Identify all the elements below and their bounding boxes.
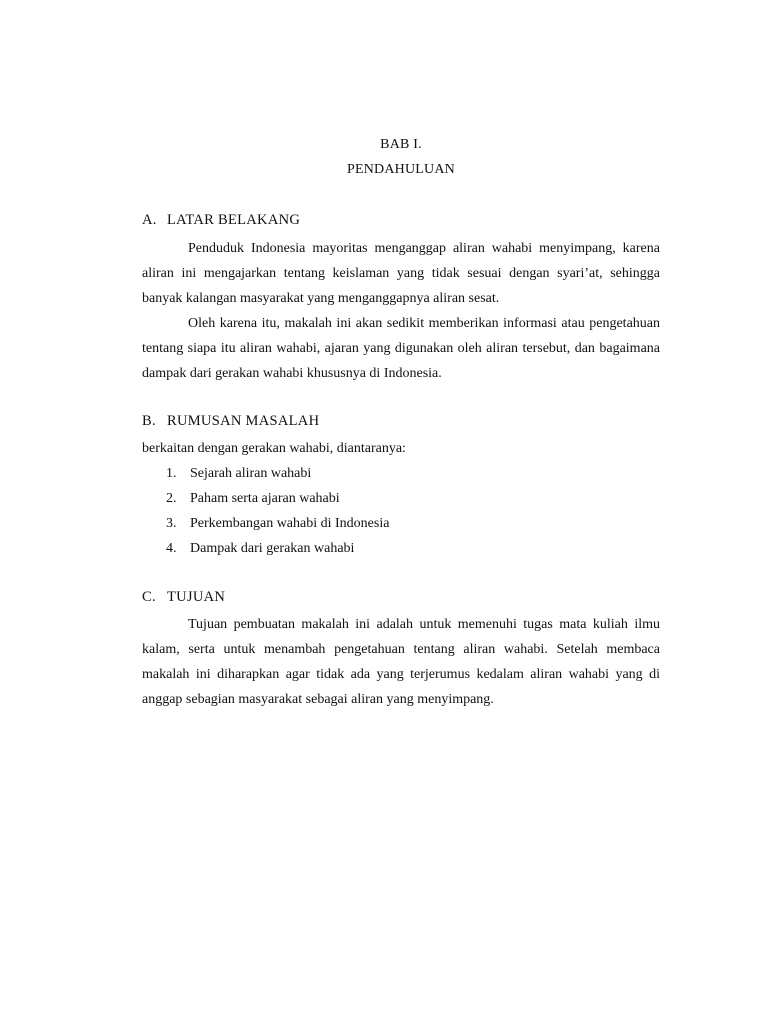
section-a-paragraph-1: Penduduk Indonesia mayoritas menganggap aliran wahabi menyimpang, karena aliran ini mengajarkan tentang keislaman yang tidak sesuai dengan syari’at, sehingga banyak kalangan masyarakat yang menganggapnya aliran sesat. (142, 241, 660, 306)
section-c-heading (142, 589, 225, 606)
section-c-letter: C. (142, 589, 156, 605)
list-item (142, 486, 660, 511)
list-item-text: Dampak dari gerakan wahabi (190, 541, 355, 556)
list-item-number: 3. (166, 516, 177, 531)
chapter-title: PENDAHULUAN (347, 162, 455, 177)
list-item-number: 4. (166, 541, 177, 556)
section-c-title: TUJUAN (167, 589, 226, 605)
section-b-heading (142, 413, 319, 430)
list-item (142, 511, 660, 536)
list-item-number: 2. (166, 491, 177, 506)
section-b-letter: B. (142, 413, 156, 429)
list-item-text: Paham serta ajaran wahabi (190, 491, 340, 506)
chapter-label: BAB I. (380, 137, 422, 152)
list-item (142, 536, 660, 561)
list-item-text: Perkembangan wahabi di Indonesia (190, 516, 390, 531)
list-item (142, 461, 660, 486)
section-b-title: RUMUSAN MASALAH (167, 413, 320, 429)
list-item-text: Sejarah aliran wahabi (190, 466, 312, 481)
section-a-paragraph-2: Oleh karena itu, makalah ini akan sedikit memberikan informasi atau pengetahuan tentang siapa itu aliran wahabi, ajaran yang digunakan oleh aliran tersebut, dan bagaimana dampak dari gerakan wahabi khususnya di Indonesia. (142, 316, 660, 381)
section-a-title: LATAR BELAKANG (167, 212, 301, 228)
section-a-letter: A. (142, 212, 157, 228)
section-c-paragraph-1: Tujuan pembuatan makalah ini adalah untuk memenuhi tugas mata kuliah ilmu kalam, serta untuk menambah pengetahuan tentang aliran wahabi. Setelah membaca makalah ini diharapkan agar tidak ada yang terjerumus kedalam aliran wahabi yang di anggap sebagian masyarakat sebagai aliran yang menyimpang. (142, 617, 660, 707)
list-item-number: 1. (166, 466, 177, 481)
section-a-heading (142, 212, 300, 229)
section-b-intro: berkaitan dengan gerakan wahabi, diantaranya: (142, 441, 406, 456)
problem-list (142, 461, 660, 561)
